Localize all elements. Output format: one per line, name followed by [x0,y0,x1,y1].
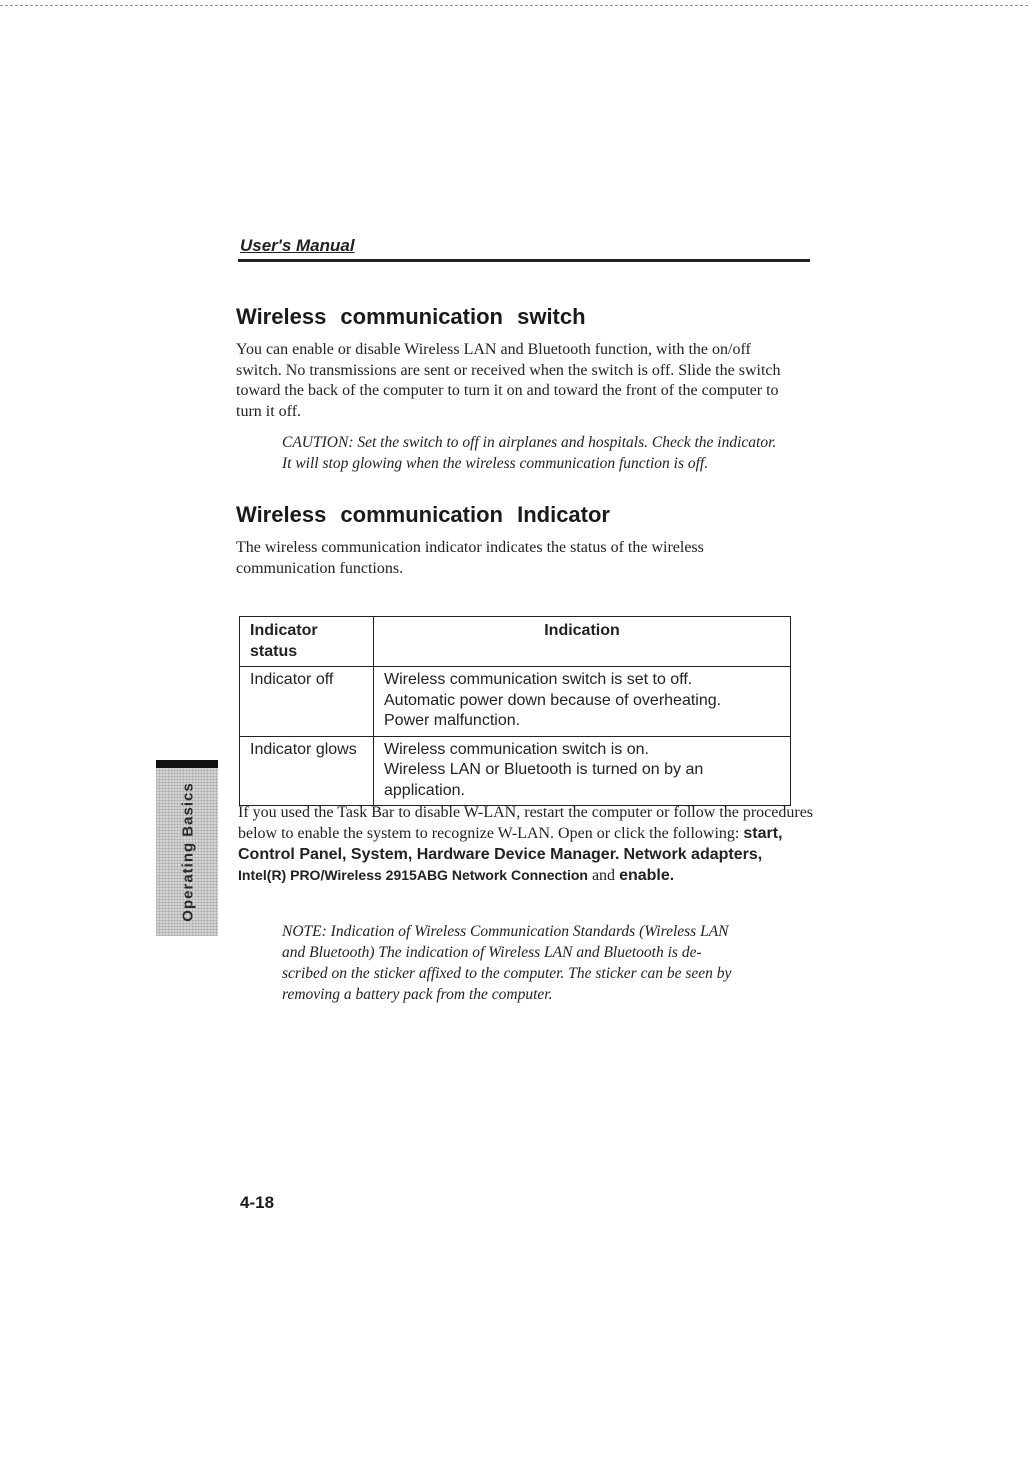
caution-label: CAUTION: [282,434,354,451]
indication-line: Automatic power down because of overheating. [384,691,722,709]
section-switch [236,304,796,422]
instructions-device: Intel(R) PRO/Wireless 2915ABG Network Connection [238,867,588,883]
caution-line-1: Set the switch to off in airplanes and hospitals. Check the indicator. [357,434,777,451]
indication-line: Wireless communication switch is on. [384,740,649,758]
running-header-title: User's Manual [240,236,355,255]
instructions-steps-2: Network adapters, [623,846,763,863]
page-number: 4-18 [240,1193,275,1212]
note-line-4: removing a battery pack from the computer. [282,986,553,1003]
indicator-status-table [239,616,791,806]
table-row [240,667,791,737]
indication-line: application. [384,781,465,799]
instructions-paragraph [238,802,813,886]
note-line-2: and Bluetooth) The indication of Wireless LAN and Bluetooth is de- [282,944,702,961]
header-rule [238,259,810,262]
caution-box [282,432,812,474]
table-row [240,736,791,806]
column-header-status: Indicator status [240,617,374,667]
section-paragraph: You can enable or disable Wireless LAN and Bluetooth function, with the on/off switch. No transmissions are sent or received when the switch is off. Slide the switch toward the back of the computer to turn it on and toward the front of the computer to turn it off. [236,341,781,420]
note-box [282,921,802,1005]
section-heading: Wireless communication switch [236,304,586,329]
instructions-and: and [591,867,616,884]
column-header-indication: Indication [374,617,791,667]
instructions-steps: start, Control Panel, System, Hardware Device Manager. [238,825,783,863]
note-line-3: scribed on the sticker affixed to the computer. The sticker can be seen by [282,965,732,982]
instructions-intro: If you used the Task Bar to disable W-LAN, restart the computer or follow the procedures below to enable the system to recognize W-LAN. Open or click the following: [238,804,814,842]
indication-line: Power malfunction. [384,712,521,729]
indication-cell [374,736,791,806]
caution-line-2: It will stop glowing when the wireless communication function is off. [282,455,709,472]
indication-line: Wireless LAN or Bluetooth is turned on by an [384,761,704,778]
status-cell: Indicator off [240,667,374,737]
chapter-tab-label: Operating Basics [179,782,197,922]
indication-cell [374,667,791,737]
status-cell: Indicator glows [240,736,374,806]
indication-line: Wireless communication switch is set to off. [384,671,693,688]
note-line-1: Indication of Wireless Communication Standards (Wireless LAN [330,923,729,940]
section-paragraph: The wireless communication indicator indicates the status of the wireless communication functions. [236,539,704,577]
chapter-side-tab [156,760,218,936]
note-label: NOTE: [282,923,327,940]
table-header-row [240,617,791,667]
instructions-enable: enable. [619,867,675,884]
section-heading: Wireless communication Indicator [236,502,610,527]
scan-top-border [0,5,1028,6]
section-indicator [236,502,806,579]
